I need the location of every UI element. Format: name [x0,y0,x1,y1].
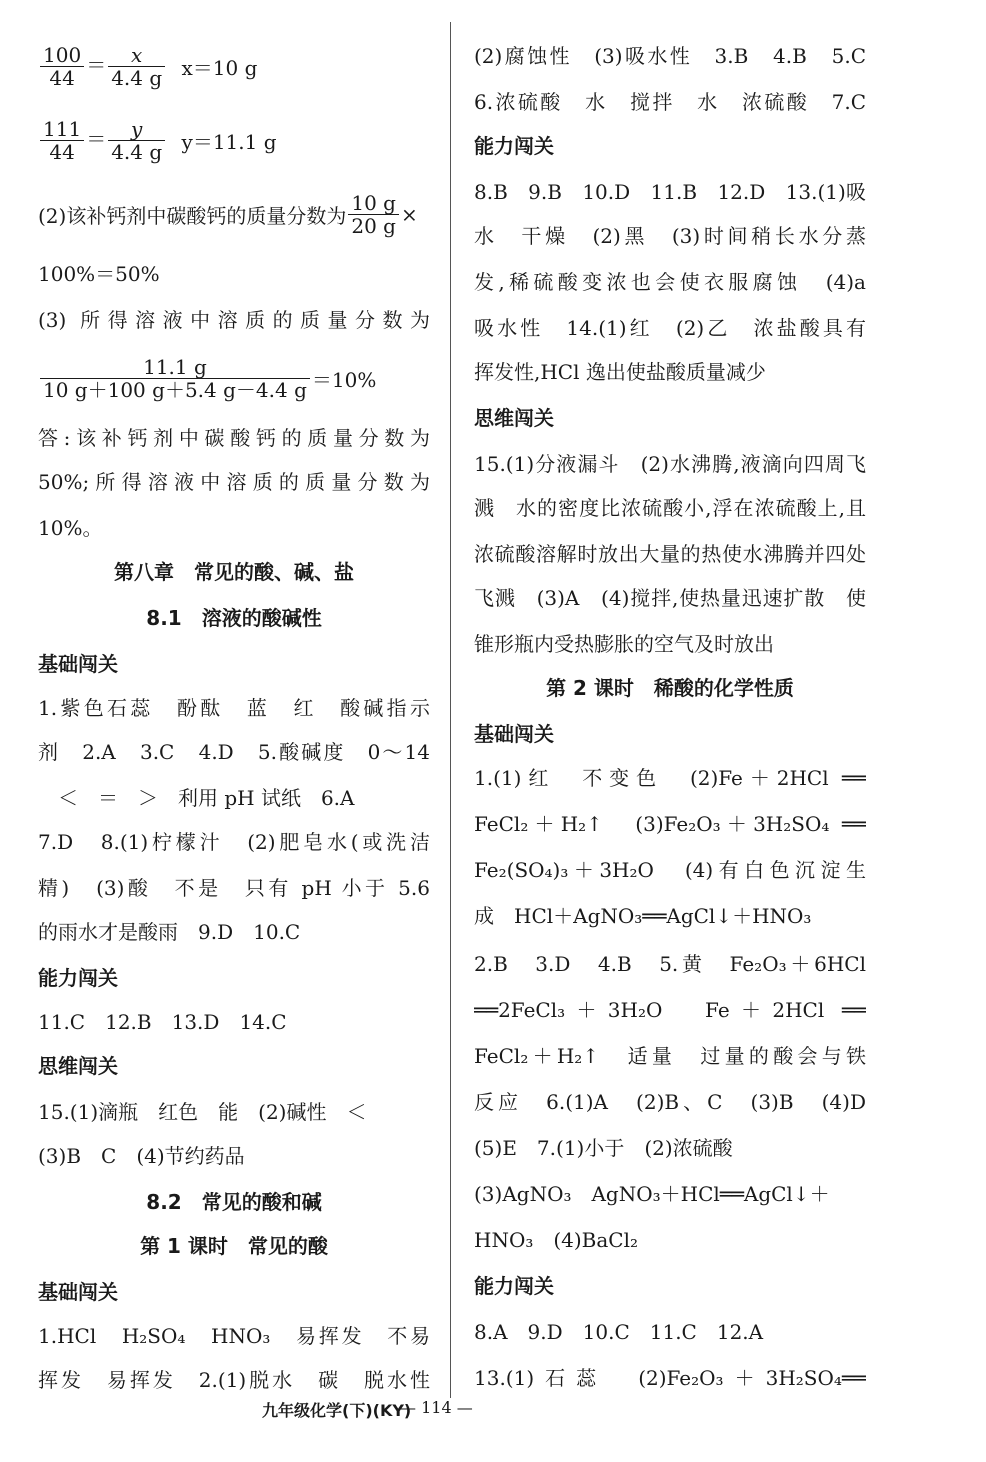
answer-line: 锥形瓶内受热膨胀的空气及时放出 [474,632,774,656]
answer-line: 7.D 8.(1)柠檬汁 (2)肥皂水(或洗洁 [38,830,430,854]
subsection-heading: 能力闯关 [474,1274,554,1298]
equation-x: $\frac{100}{44}$ ＝ $\frac{x}{4.4 g}$ x＝10 g [38,44,430,94]
subsection-heading: 思维闯关 [474,406,554,430]
answer-line: 挥发性,HCl 逸出使盐酸质量减少 [474,360,766,384]
answer-line: 吸水性 14.(1)红 (2)乙 浓盐酸具有 [474,316,866,340]
fraction: $\frac{100}{44}$ [40,44,84,89]
subsection-heading: 基础闯关 [38,1280,118,1304]
answer-line: 15.(1)分液漏斗 (2)水沸腾,液滴向四周飞 [474,452,866,476]
fraction: $\frac{111}{44}$ [40,118,84,163]
answer-line: 溅 水的密度比浓硫酸小,浮在浓硫酸上,且 [474,496,866,520]
answer-line: (3)AgNO₃ AgNO₃＋HCl══AgCl↓＋ [474,1182,830,1206]
section-heading: 8.2 常见的酸和碱 [146,1190,322,1214]
text-line: 100%＝50% [38,262,160,286]
answer-line: 反应 6.(1)A (2)B、C (3)B (4)D [474,1090,866,1114]
subsection-heading: 能力闯关 [38,966,118,990]
fraction: $\frac{10 g}{20 g}$ [348,192,399,237]
answer-line: 成 HCl＋AgNO₃══AgCl↓＋HNO₃ [474,904,812,928]
answer-line: FeCl₂＋H₂↑ (3)Fe₂O₃＋3H₂SO₄ ══ [474,812,866,836]
mass-fraction-line: (2)该补钙剂中碳酸钙的质量分数为 $\frac{10 g}{20 g}$ × [38,191,418,238]
answer-line: 精) (3)酸 不是 只有 pH 小于 5.6 [38,876,430,900]
solution-fraction-line: $\frac{11.1 g}{10 g+100 g+5.4 g-4.4 g}$ ＝10% [38,356,430,406]
answer-line: 11.C 12.B 13.D 14.C [38,1010,287,1034]
answer-line: 挥发 易挥发 2.(1)脱水 碳 脱水性 [38,1368,430,1392]
answer-line: (3)B C (4)节约药品 [38,1144,245,1168]
answer-line: 1.(1)红 不变色 (2)Fe＋2HCl ══ [474,766,866,790]
answer-line: 13.(1)石蕊 (2)Fe₂O₃＋3H₂SO₄══ [474,1366,866,1390]
answer-line: 2.B 3.D 4.B 5.黄 Fe₂O₃＋6HCl [474,952,866,976]
column-divider [450,22,451,1398]
answer-line: HNO₃ (4)BaCl₂ [474,1228,639,1252]
answer-line: 15.(1)滴瓶 红色 能 (2)碱性 ＜ [38,1100,367,1124]
fraction: $\frac{x}{4.4 g}$ [108,44,165,89]
answer-line: (5)E 7.(1)小于 (2)浓硫酸 [474,1136,733,1160]
lesson-heading: 第 1 课时 常见的酸 [140,1234,328,1258]
answer-line: ══2FeCl₃＋3H₂O Fe＋2HCl ══ [474,998,866,1022]
equation-result: y＝11.1 g [181,130,277,154]
book-title: 九年级化学(下)(KY) [262,1401,412,1420]
answer-line: FeCl₂＋H₂↑ 适量 过量的酸会与铁 [474,1044,866,1068]
fraction: $\frac{y}{4.4 g}$ [108,118,165,163]
answer-line: 的雨水才是酸雨 9.D 10.C [38,920,301,944]
answer-line: Fe₂(SO₄)₃＋3H₂O (4)有白色沉淀生 [474,858,866,882]
answer-line: (2)腐蚀性 (3)吸水性 3.B 4.B 5.C [474,44,866,68]
answer-line: 1.HCl H₂SO₄ HNO₃ 易挥发 不易 [38,1324,430,1348]
answer-line: 答:该补钙剂中碳酸钙的质量分数为 [38,426,430,450]
subsection-heading: 思维闯关 [38,1054,118,1078]
answer-line: 发,稀硫酸变浓也会使衣服腐蚀 (4)a [474,270,866,294]
answer-line: 50%;所得溶液中溶质的质量分数为 [38,470,430,494]
equation-result: x＝10 g [181,56,258,80]
subsection-heading: 基础闯关 [38,652,118,676]
answer-line: 1.紫色石蕊 酚酞 蓝 红 酸碱指示 [38,696,430,720]
answer-line: ＜ ＝ ＞ 利用 pH 试纸 6.A [38,786,355,810]
answer-line: 10%。 [38,516,103,540]
page-number: — 114 — [400,1398,473,1417]
fraction: $\frac{11.1 g}{10 g+100 g+5.4 g-4.4 g}$ [40,356,310,401]
lesson-heading: 第 2 课时 稀酸的化学性质 [546,676,794,700]
chapter-heading: 第八章 常见的酸、碱、盐 [114,560,354,584]
answer-line: 水 干燥 (2)黑 (3)时间稍长水分蒸 [474,224,866,248]
answer-line: 剂 2.A 3.C 4.D 5.酸碱度 0～14 [38,740,430,764]
answer-line: 8.A 9.D 10.C 11.C 12.A [474,1320,764,1344]
subsection-heading: 能力闯关 [474,134,554,158]
answer-line: 飞溅 (3)A (4)搅拌,使热量迅速扩散 使 [474,586,866,610]
equation-y: $\frac{111}{44}$ ＝ $\frac{y}{4.4 g}$ y＝11.1 g [38,118,430,168]
answer-line: 浓硫酸溶解时放出大量的热使水沸腾并四处 [474,542,866,566]
answer-line: 6.浓硫酸 水 搅拌 水 浓硫酸 7.C [474,90,866,114]
section-heading: 8.1 溶液的酸碱性 [146,606,322,630]
subsection-heading: 基础闯关 [474,722,554,746]
answer-line: 8.B 9.B 10.D 11.B 12.D 13.(1)吸 [474,180,866,204]
text-line: (3) 所得溶液中溶质的质量分数为 [38,308,430,332]
